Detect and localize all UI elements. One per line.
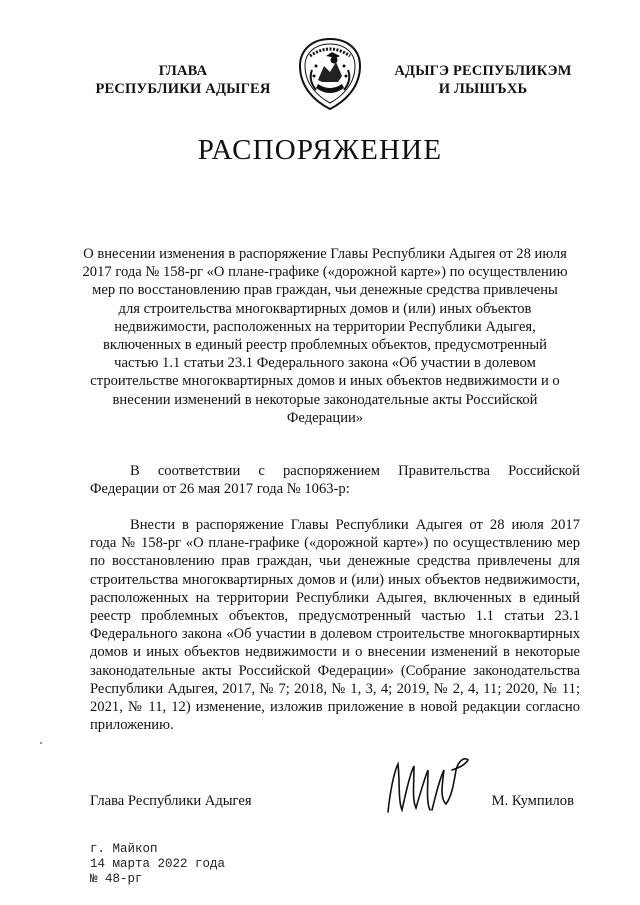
signatory-name: М. Кумпилов bbox=[491, 793, 574, 809]
coat-of-arms-icon bbox=[296, 36, 364, 112]
signatory-position: Глава Республики Адыгея bbox=[90, 793, 252, 809]
handwritten-signature-icon bbox=[380, 752, 480, 822]
document-footer bbox=[90, 842, 225, 887]
header-left-line2: РЕСПУБЛИКИ АДЫГЕЯ bbox=[95, 81, 271, 97]
footer-number: № 48-рг bbox=[90, 872, 143, 886]
margin-mark bbox=[40, 742, 42, 744]
header-left-line1: ГЛАВА bbox=[158, 63, 208, 79]
body-paragraph-1: В соответствии с распоряжением Правительства Российской Федерации от 26 мая 2017 года № 1063-р: bbox=[90, 463, 580, 498]
header-right bbox=[393, 62, 573, 98]
header-left bbox=[88, 62, 278, 98]
document-subject: О внесении изменения в распоряжение Главы Республики Адыгея от 28 июля 2017 года № 158-рг «О плане-графике («дорожной карте») по осуществлению мер по восстановлению прав граждан, чьи денежные средства привлечены для строительства многоквартирных домов и (или) иных объектов недвижимости, расположенных на территории Республики Адыгея, включенных в единый реестр проблемных объектов, предусмотренный частью 1.1 статьи 23.1 Федерального закона «Об участии в долевом строительстве многоквартирных домов и иных объектов недвижимости и о внесении изменений в некоторые законодательные акты Российской Федерации» bbox=[82, 246, 568, 426]
document-title: РАСПОРЯЖЕНИЕ bbox=[197, 134, 443, 166]
body-paragraph-2: Внести в распоряжение Главы Республики Адыгея от 28 июля 2017 года № 158-рг «О плане-графике («дорожной карте») по осуществлению мер по восстановлению прав граждан, чьи денежные средства привлечены для строительства многоквартирных домов и (или) иных объектов недвижимости, расположенных на территории Республики Адыгея, включенных в единый реестр проблемных объектов, предусмотренный частью 1.1 статьи 23.1 Федерального закона «Об участии в долевом строительстве многоквартирных домов и иных объектов недвижимости и о внесении изменений в некоторые законодательные акты Российской Федерации» (Собрание законодательства Республики Адыгея, 2017, № 7; 2018, № 1, 3, 4; 2019, № 2, 4, 11; 2020, № 11; 2021, № 11, 12) изменение, изложив приложение в новой редакции согласно приложению. bbox=[90, 517, 580, 734]
header-right-line2: И ЛЫШЪХЬ bbox=[438, 81, 528, 97]
header-right-line1: АДЫГЭ РЕСПУБЛИКЭМ bbox=[394, 63, 572, 79]
footer-date: 14 марта 2022 года bbox=[90, 857, 226, 871]
footer-city: г. Майкоп bbox=[90, 842, 158, 856]
